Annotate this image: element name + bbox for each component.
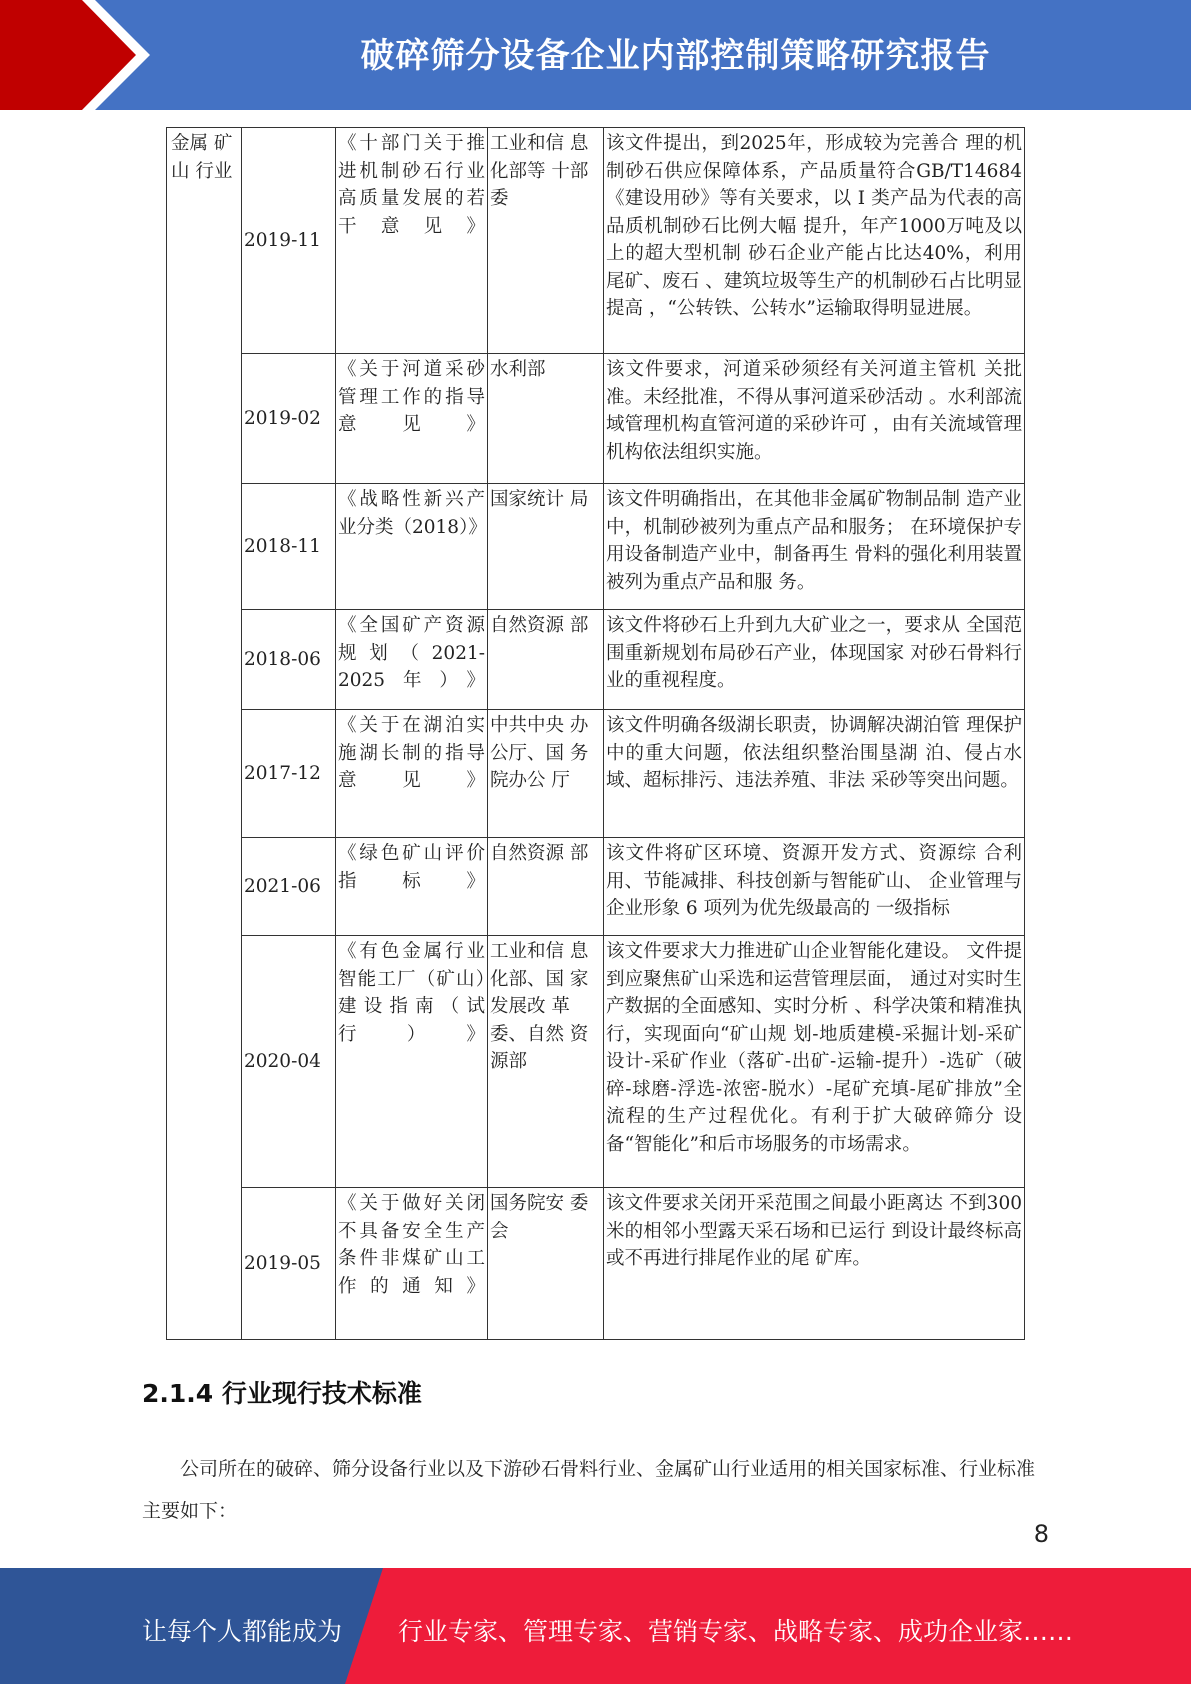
issuer-cell: 自然资源 部: [488, 610, 604, 710]
date-cell: 2019-11: [242, 128, 336, 354]
table-row: [167, 936, 1025, 1188]
table-row: [167, 484, 1025, 610]
description-cell: 该文件要求关闭开采范围之间最小距离达 不到300米的相邻小型露天采石场和已运行 到设计最终标高或不再进行排尾作业的尾 矿库。: [604, 1188, 1025, 1340]
description-cell: 该文件将矿区环境、资源开发方式、资源综 合利用、节能减排、科技创新与智能矿山、 企业管理与企业形象 6 项列为优先级最高的 一级指标: [604, 838, 1025, 936]
footer-slogan-left: 让每个人都能成为: [142, 1617, 343, 1646]
page-header: [0, 0, 1191, 110]
policy-name-cell: 《关于在湖泊实施湖长制的指导意见》: [336, 710, 488, 838]
footer-slogan-right: 行业专家、管理专家、营销专家、战略专家、成功企业家……: [398, 1617, 1074, 1646]
issuer-cell: 水利部: [488, 354, 604, 484]
section-body-text: 公司所在的破碎、筛分设备行业以及下游砂石骨料行业、金属矿山行业适用的相关国家标准、行业标准主要如下：: [142, 1458, 1036, 1522]
date-cell: 2018-06: [242, 610, 336, 710]
table-row: [167, 128, 1025, 354]
header-red-chevron-icon: [0, 0, 150, 110]
date-cell: 2020-04: [242, 936, 336, 1188]
date-cell: 2019-05: [242, 1188, 336, 1340]
policy-name-cell: 《关于河道采砂管理工作的指导意见》: [336, 354, 488, 484]
policy-name-cell: 《全国矿产资源规划（2021-2025年）》: [336, 610, 488, 710]
table-row: [167, 1188, 1025, 1340]
category-cell: 金属 矿 山 行业: [167, 128, 242, 1340]
table-row: [167, 838, 1025, 936]
date-cell: 2017-12: [242, 710, 336, 838]
section-heading: 2.1.4 行业现行技术标准: [142, 1379, 422, 1408]
issuer-cell: 国务院安 委会: [488, 1188, 604, 1340]
table-row: [167, 610, 1025, 710]
header-title: 破碎筛分设备企业内部控制策略研究报告: [360, 36, 991, 76]
description-cell: 该文件提出，到2025年，形成较为完善合 理的机制砂石供应保障体系，产品质量符合GB/T14684《建设用砂》等有关要求，以 I 类产品为代表的高品质机制砂石比例大幅 提升，年产1000万吨及以上的超大型机制 砂石企业产能占比达40%，利用尾矿、废石 、建筑垃圾等生产的机制砂石占比明显提高 ，“公转铁、公转水”运输取得明显进展。: [604, 128, 1025, 354]
issuer-cell: 工业和信 息化部、国 家发展改 革委、自然 资源部: [488, 936, 604, 1188]
date-cell: 2019-02: [242, 354, 336, 484]
issuer-cell: 国家统计 局: [488, 484, 604, 610]
policy-table: [166, 127, 1025, 1340]
date-cell: 2018-11: [242, 484, 336, 610]
table-row: [167, 710, 1025, 838]
description-cell: 该文件明确指出，在其他非金属矿物制品制 造产业中，机制砂被列为重点产品和服务； 在环境保护专用设备制造产业中，制备再生 骨料的强化利用装置被列为重点产品和服 务。: [604, 484, 1025, 610]
page-footer: [0, 1568, 1191, 1684]
description-cell: 该文件要求大力推进矿山企业智能化建设。 文件提到应聚焦矿山采选和运营管理层面， 通过对实时生产数据的全面感知、实时分析 、科学决策和精准执行，实现面向“矿山规 划-地质建模-采掘计划-采矿设计-采矿作业（落矿-出矿-运输-提升）-选矿（破碎-球磨-浮选-浓密-脱水）-尾矿充填-尾矿排放”全 流程的生产过程优化。有利于扩大破碎筛分 设备“智能化”和后市场服务的市场需求。: [604, 936, 1025, 1188]
table-row: [167, 354, 1025, 484]
description-cell: 该文件要求，河道采砂须经有关河道主管机 关批准。未经批准，不得从事河道采砂活动 。水利部流域管理机构直管河道的采砂许可 ，由有关流域管理机构依法组织实施。: [604, 354, 1025, 484]
policy-name-cell: 《有色金属行业智能工厂（矿山）建设指南（试行）》: [336, 936, 488, 1188]
policy-name-cell: 《战略性新兴产业分类（2018）》: [336, 484, 488, 610]
issuer-cell: 工业和信 息化部等 十部委: [488, 128, 604, 354]
issuer-cell: 自然资源 部: [488, 838, 604, 936]
description-cell: 该文件明确各级湖长职责，协调解决湖泊管 理保护中的重大问题，依法组织整治围垦湖 泊、侵占水域、超标排污、违法养殖、非法 采砂等突出问题。: [604, 710, 1025, 838]
issuer-cell: 中共中央 办公厅、国 务院办公 厅: [488, 710, 604, 838]
description-cell: 该文件将砂石上升到九大矿业之一，要求从 全国范围重新规划布局砂石产业，体现国家 对砂石骨料行业的重视程度。: [604, 610, 1025, 710]
page-number: 8: [1033, 1520, 1049, 1548]
policy-name-cell: 《绿色矿山评价指标》: [336, 838, 488, 936]
policy-name-cell: 《十部门关于推进机制砂石行业高质量发展的若干意见》: [336, 128, 488, 354]
policy-name-cell: 《关于做好关闭不具备安全生产条件非煤矿山工作的通知》: [336, 1188, 488, 1340]
date-cell: 2021-06: [242, 838, 336, 936]
